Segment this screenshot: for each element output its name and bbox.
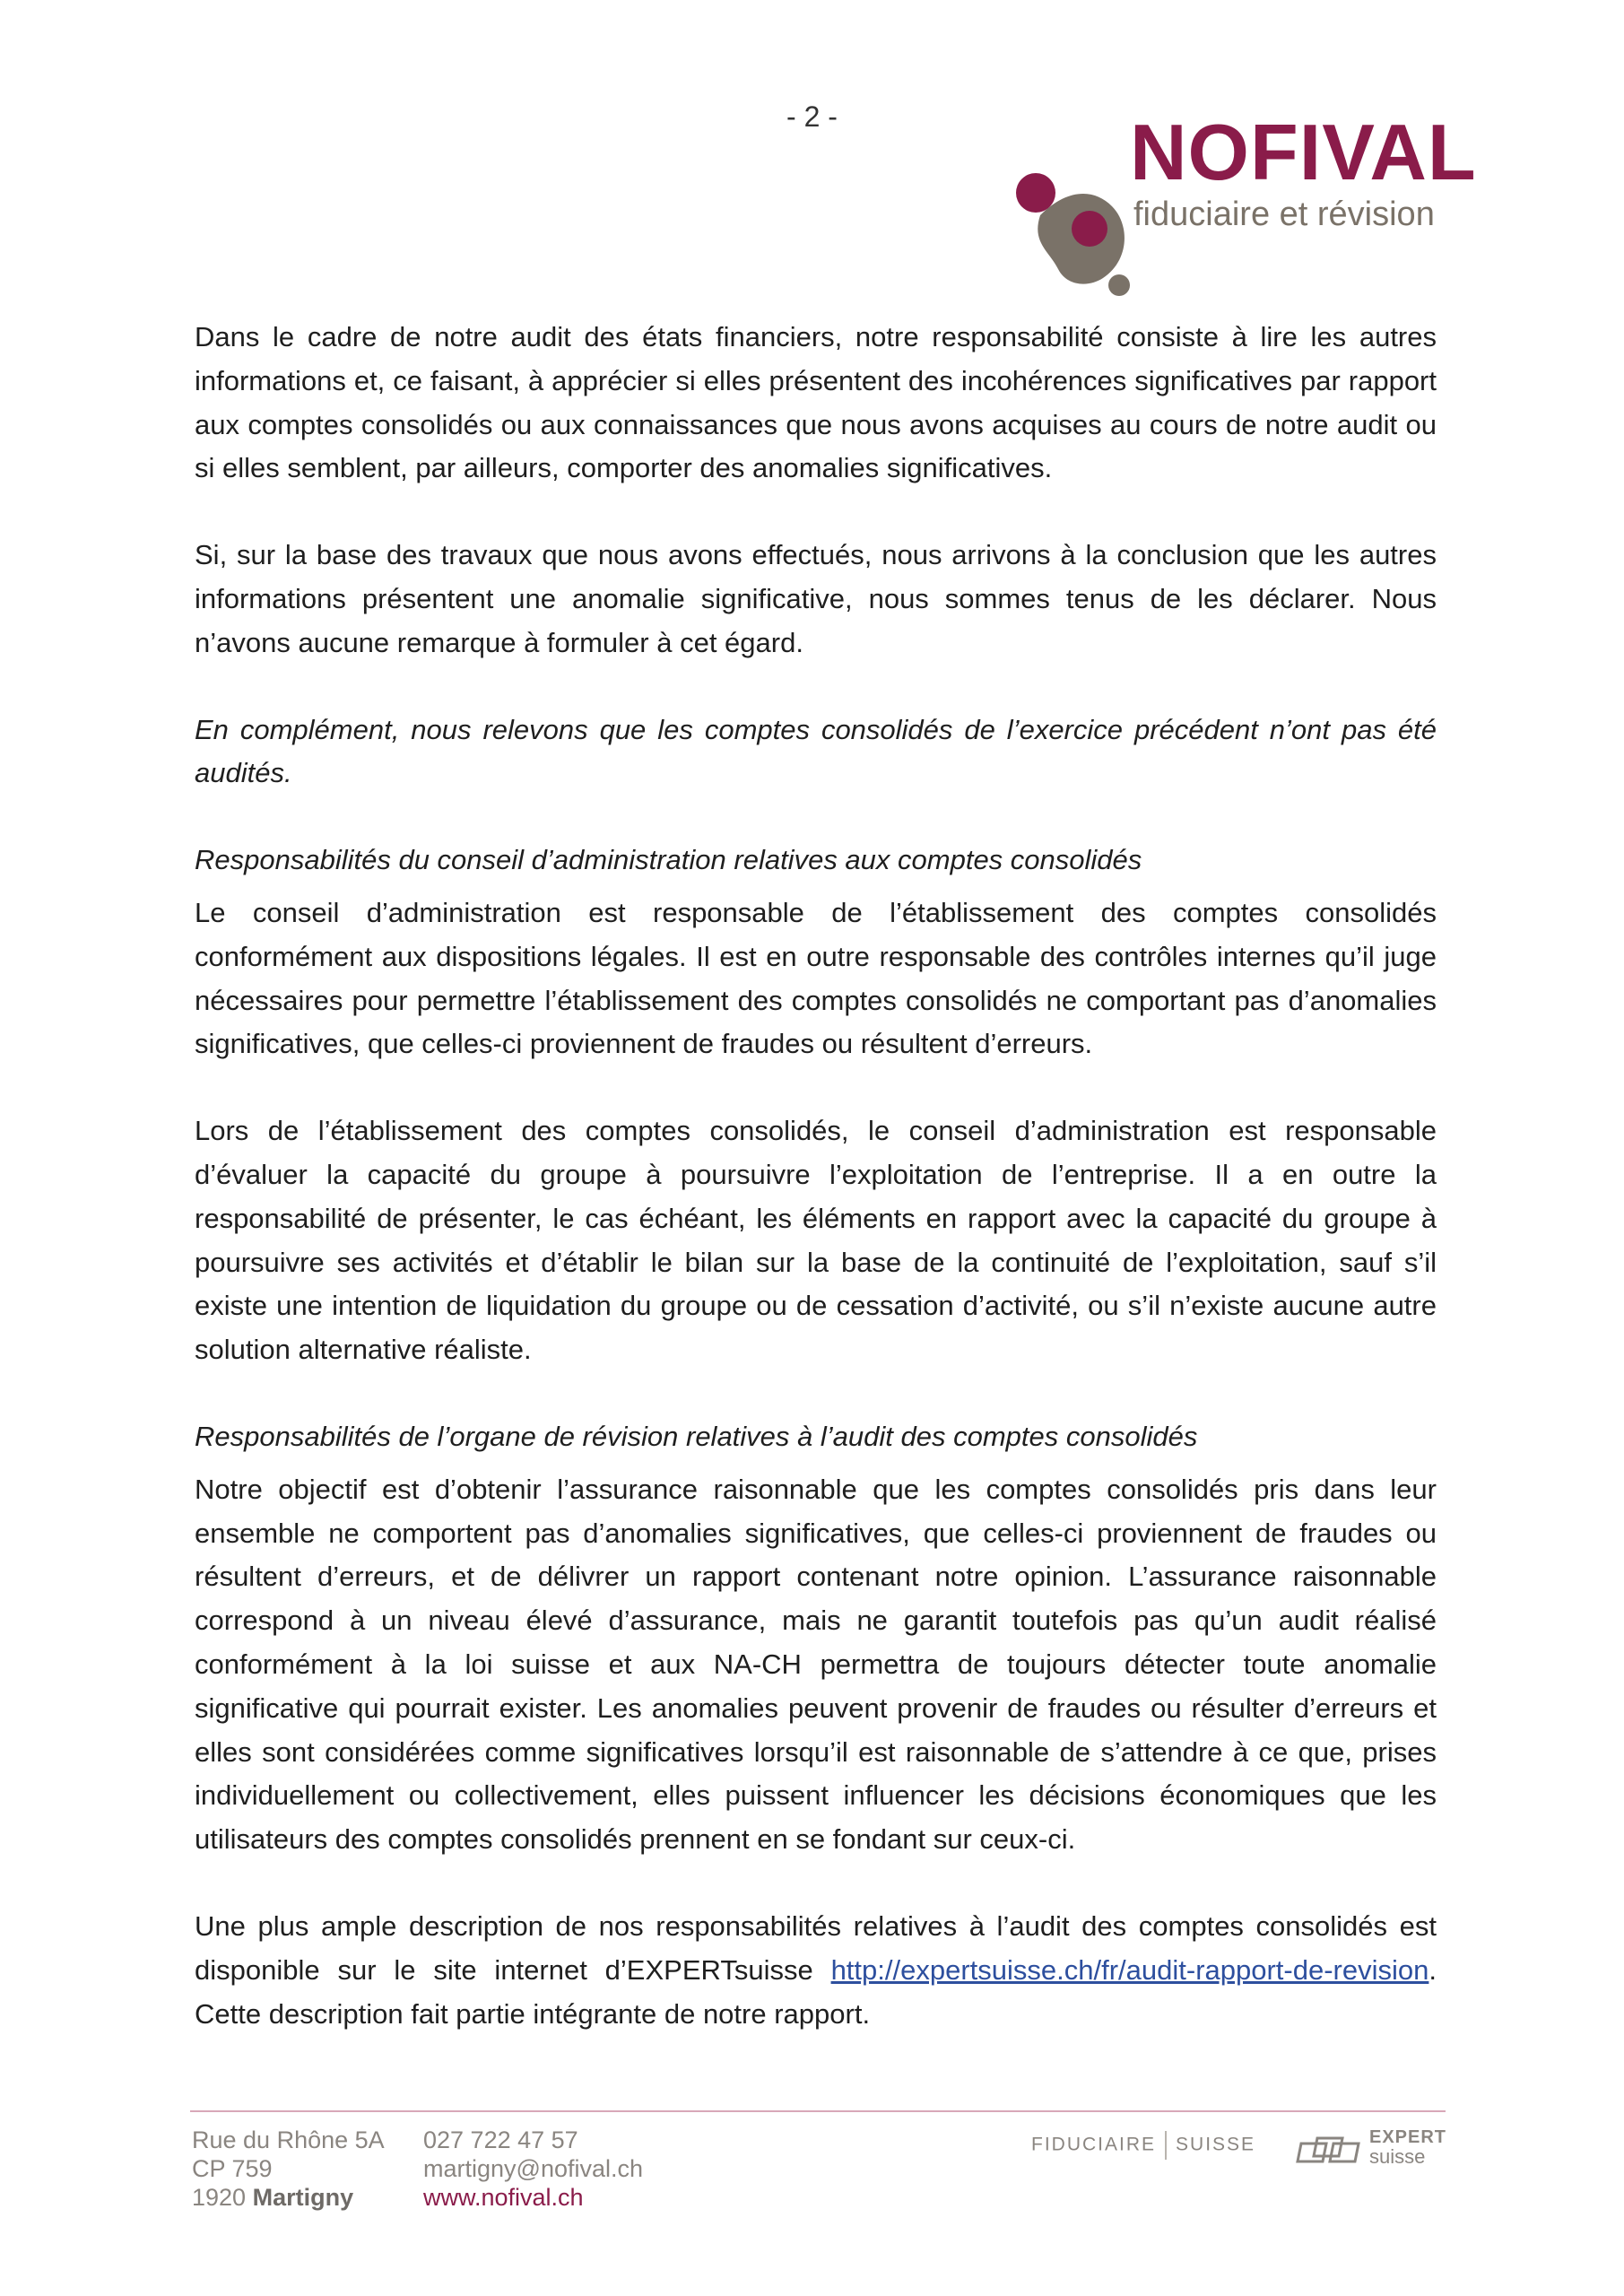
heading-board-responsibilities: Responsabilités du conseil d’administration relatives aux comptes consolidés — [195, 844, 1142, 876]
address-postcode: 1920 — [192, 2184, 253, 2211]
further-description-end: . Cette description fait partie intégrante de notre rapport. — [195, 1953, 1437, 2030]
logo-name: NOFIVAL — [1130, 108, 1477, 196]
nofival-logo — [1004, 108, 1507, 296]
document-body — [195, 316, 1437, 2079]
fiduciaire-label: FIDUCIAIRE — [1031, 2134, 1157, 2155]
expert-word: EXPERT — [1369, 2127, 1447, 2147]
logo-tagline: fiduciaire et révision — [1133, 196, 1435, 233]
footer-website[interactable]: www.nofival.ch — [423, 2184, 584, 2211]
paragraph-further-description — [195, 1905, 1437, 2036]
expertsuisse-link[interactable]: http://expertsuisse.ch/fr/audit-rapport-de-revision — [830, 1953, 1429, 1986]
paragraph-other-information: Dans le cadre de notre audit des états financiers, notre responsabilité consiste à lire les autres informations et, ce faisant, à apprécier si elles présentent des incohérences significatives par rapport aux comptes consolidés ou aux connaissances que nous avons acquises au cours de notre audit ou si elles semblent, par ailleurs, comporter des anomalies significatives. — [195, 321, 1437, 484]
expertsuisse-logo — [1296, 2126, 1448, 2179]
page-number: - 2 - — [786, 100, 838, 133]
nofival-mark-icon — [1004, 152, 1148, 296]
suisse-label: SUISSE — [1176, 2134, 1256, 2155]
footer-email[interactable]: martigny@nofival.ch — [423, 2155, 644, 2182]
further-description-text: Une plus ample description de nos responsabilités relatives à l’audit des comptes consolidés est disponible sur le site internet d’EXPERTsuisse — [195, 1909, 1437, 1986]
suisse-word: suisse — [1369, 2145, 1426, 2168]
paragraph-audit-objective: Notre objectif est d’obtenir l’assurance raisonnable que les comptes consolidés pris dans leur ensemble ne comportent pas d’anomalies significatives, que celles-ci proviennent de fraudes ou résultent d’erreurs, et de délivrer un rapport contenant notre opinion. L’assurance raisonnable correspond à un niveau élevé d’assurance, mais ne garantit toutefois pas qu’un audit réalisé conformément à la loi suisse et aux NA-CH permettra de toujours détecter toute anomalie significative qui pourrait exister. Les anomalies peuvent provenir de fraudes ou résulter d’erreurs et elles sont considérées comme significatives lorsqu’il est raisonnable de s’attendre à ce que, prises individuellement ou collectivement, elles puissent influencer les décisions économiques que les utilisateurs des comptes consolidés prennent en se fondant sur ceux-ci. — [195, 1473, 1437, 1856]
address-city: Martigny — [252, 2184, 354, 2211]
address-city-line — [192, 2183, 385, 2212]
fiduciaire-separator — [1165, 2131, 1167, 2160]
paragraph-board-responsibility: Le conseil d’administration est responsable de l’établissement des comptes consolidés conformément aux dispositions légales. Il est en outre responsable des contrôles internes qu’il juge nécessaires pour permettre l’établissement des comptes consolidés ne comportant pas d’anomalies significatives, que celles-ci proviennent de fraudes ou résultent d’erreurs. — [195, 896, 1437, 1060]
paragraph-anomaly-declaration: Si, sur la base des travaux que nous avons effectués, nous arrivons à la conclusion que les autres informations présentent une anomalie significative, nous sommes tenus de les déclarer. Nous n’avons aucune remarque à formuler à cet égard. — [195, 539, 1437, 658]
footer-divider — [190, 2110, 1446, 2112]
footer-contact — [423, 2126, 643, 2212]
footer-phone: 027 722 47 57 — [423, 2126, 578, 2153]
paragraph-prior-year-note: En complément, nous relevons que les comptes consolidés de l’exercice précédent n’ont pas été audités. — [195, 713, 1437, 789]
footer-address — [192, 2126, 385, 2212]
address-po-box: CP 759 — [192, 2155, 273, 2182]
paragraph-going-concern: Lors de l’établissement des comptes consolidés, le conseil d’administration est responsable d’évaluer la capacité du groupe à poursuivre l’exploitation de l’entreprise. Il a en outre la responsabilité de présenter, le cas échéant, les éléments en rapport avec la capacité du groupe à poursuivre ses activités et d’établir le bilan sur la base de la continuité de l’exploitation, sauf s’il existe une intention de liquidation du groupe ou de cessation d’activité, ou s’il n’existe aucune autre solution alternative réaliste. — [195, 1115, 1437, 1366]
expertsuisse-mark-icon — [1296, 2131, 1362, 2170]
heading-auditor-responsibilities: Responsabilités de l’organe de révision relatives à l’audit des comptes consolidés — [195, 1420, 1198, 1452]
address-street: Rue du Rhône 5A — [192, 2126, 385, 2153]
fiduciaire-suisse-logo — [1031, 2131, 1255, 2160]
